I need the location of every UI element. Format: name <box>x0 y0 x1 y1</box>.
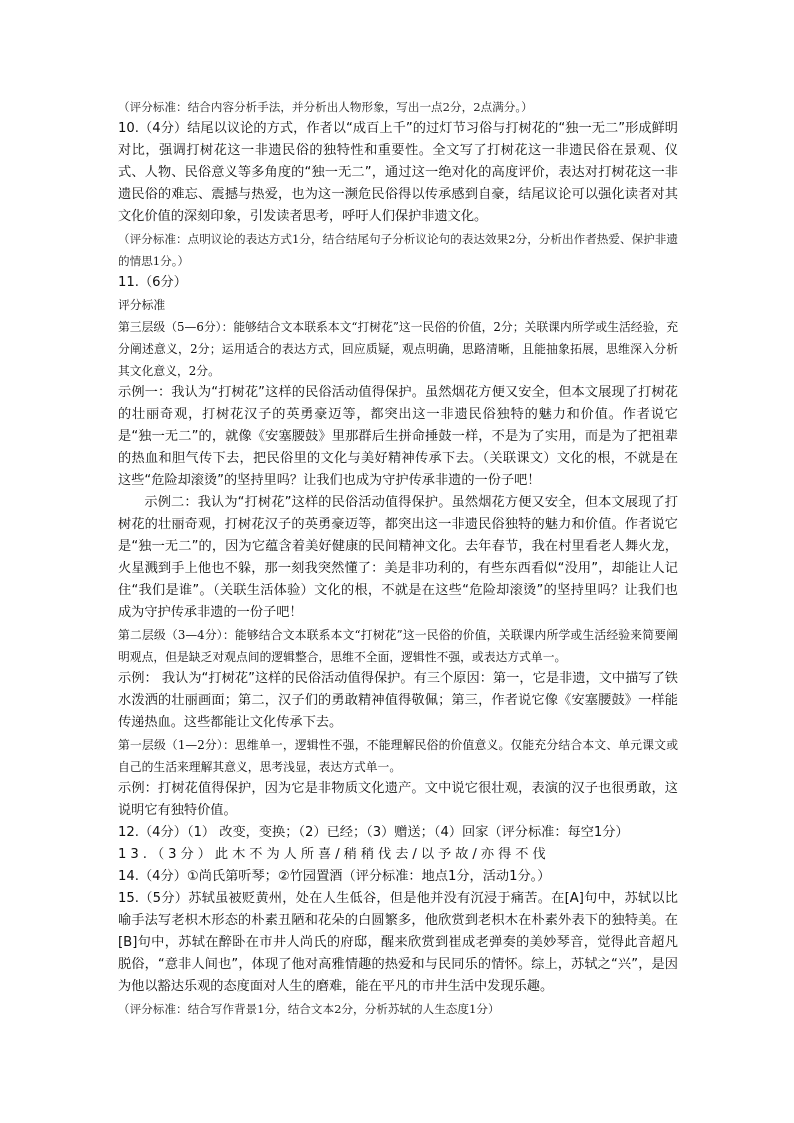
paragraph: （评分标准：结合写作背景1分，结合文本2分，分析苏轼的人生态度1分） <box>118 1002 500 1016</box>
paragraph: 第二层级（3—4分）：能够结合文本联系本文“打树花”这一民俗的价值，关联课内所学或生活经验来简要阐明观点，但是缺乏对观点间的逻辑整合，思维不全面，逻辑性不强，或表达方式单一。 <box>118 628 678 664</box>
paragraph: 第一层级（1—2分）：思维单一，逻辑性不强，不能理解民俗的价值意义。仅能充分结合本文、单元课文或自己的生活来理解其意义，思考浅显，表达方式单一。 <box>118 738 678 774</box>
paragraph: 14.（4分）①尚氏第听琴；②竹园置酒（评分标准：地点1分，活动1分。） <box>118 869 551 884</box>
paragraph: 示例二：我认为“打树花”这样的民俗活动值得保护。虽然烟花方便又安全，但本文展现了打树花的壮丽奇观，打树花汉子的英勇豪迈等，都突出这一非遗民俗独特的魅力和价值。作者说它是“独一无二”的，因为它蕴含着美好健康的民间精神文化。去年春节，我在村里看老人舞火龙，火星溅到手上他也不躲，那一刻我突然懂了：美是非功利的，有些东西看似“没用”，却能让人记住“我们是谁”。（关联生活体验）文化的根，不就是在这些“危险却滚烫”的坚持里吗？让我们也成为守护传承非遗的一份子吧！ <box>118 495 678 620</box>
paragraph: 11.（6分） <box>118 275 187 290</box>
paragraph: 示例：打树花值得保护，因为它是非物质文化遗产。文中说它很壮观，表演的汉子也很勇敢，这说明它有独特价值。 <box>118 781 678 818</box>
paragraph: 12.（4分）（1） 改变，变换；（2）已经；（3）赠送；（4）回家（评分标准：每空1分） <box>118 825 629 840</box>
answer-document <box>118 96 678 1020</box>
paragraph: 10.（4分）结尾以议论的方式，作者以“成百上千”的过灯节习俗与打树花的“独一无二”形成鲜明对比，强调打树花这一非遗民俗的独特性和重要性。全文写了打树花这一非遗民俗在景观、仪式、人物、民俗意义等多角度的“独一无二”，通过这一绝对化的高度评价，表达对打树花这一非遗民俗的难忘、震撼与热爱，也为这一濒危民俗得以传承感到自豪，结尾议论可以强化读者对其文化价值的深刻印象，引发读者思考，呼吁人们保护非遗文化。 <box>118 121 678 224</box>
paragraph: 13.（3分）此木不为人所喜/稍稍伐去/以予故/亦得不伐 <box>118 847 550 862</box>
paragraph: （评分标准：结合内容分析手法，并分析出人物形象，写出一点2分，2点满分。） <box>118 100 533 114</box>
paragraph: 第三层级（5—6分）：能够结合文本联系本文“打树花”这一民俗的价值，2分；关联课内所学或生活经验，充分阐述意义，2分；运用适合的表达方式，回应质疑，观点明确，思路清晰，且能抽象拓展，思维深入分析其文化意义，2分。 <box>118 320 678 378</box>
paragraph: 评分标准 <box>118 298 166 312</box>
paragraph: 15.（5分）苏轼虽被贬黄州，处在人生低谷，但是他并没有沉浸于痛苦。在[A]句中，苏轼以比喻手法写老枳木形态的朴素丑陋和花朵的白圆繁多，他欣赏到老枳木在朴素外表下的独特美。在[B]句中，苏轼在醉卧在市井人尚氏的府邸，醒来欣赏到崔成老弹奏的美妙琴音，觉得此音超凡脱俗，“意非人间也”，体现了他对高雅情趣的热爱和与民同乐的情怀。综上，苏轼之“兴”，是因为他以豁达乐观的态度面对人生的磨难，能在平凡的市井生活中发现乐趣。 <box>118 891 678 994</box>
paragraph: （评分标准：点明议论的表达方式1分，结合结尾句子分析议论句的表达效果2分，分析出作者热爱、保护非遗的情思1分。） <box>118 232 678 268</box>
paragraph: 示例一：我认为“打树花”这样的民俗活动值得保护。虽然烟花方便又安全，但本文展现了打树花的壮丽奇观，打树花汉子的英勇豪迈等，都突出这一非遗民俗独特的魅力和价值。作者说它是“独一无二”的，就像《安塞腰鼓》里那群后生拼命捶鼓一样，不是为了实用，而是为了把祖辈的热血和胆气传下去，把民俗里的文化与美好精神传承下去。（关联课文）文化的根，不就是在这些“危险却滚烫”的坚持里吗？让我们也成为守护传承非遗的一份子吧！ <box>118 385 678 488</box>
paragraph: 示例： 我认为“打树花”这样的民俗活动值得保护。有三个原因：第一，它是非遗，文中描写了铁水泼洒的壮丽画面；第二，汉子们的勇敢精神值得敬佩；第三，作者说它像《安塞腰鼓》一样能传递热血。这些都能让文化传承下去。 <box>118 671 678 730</box>
